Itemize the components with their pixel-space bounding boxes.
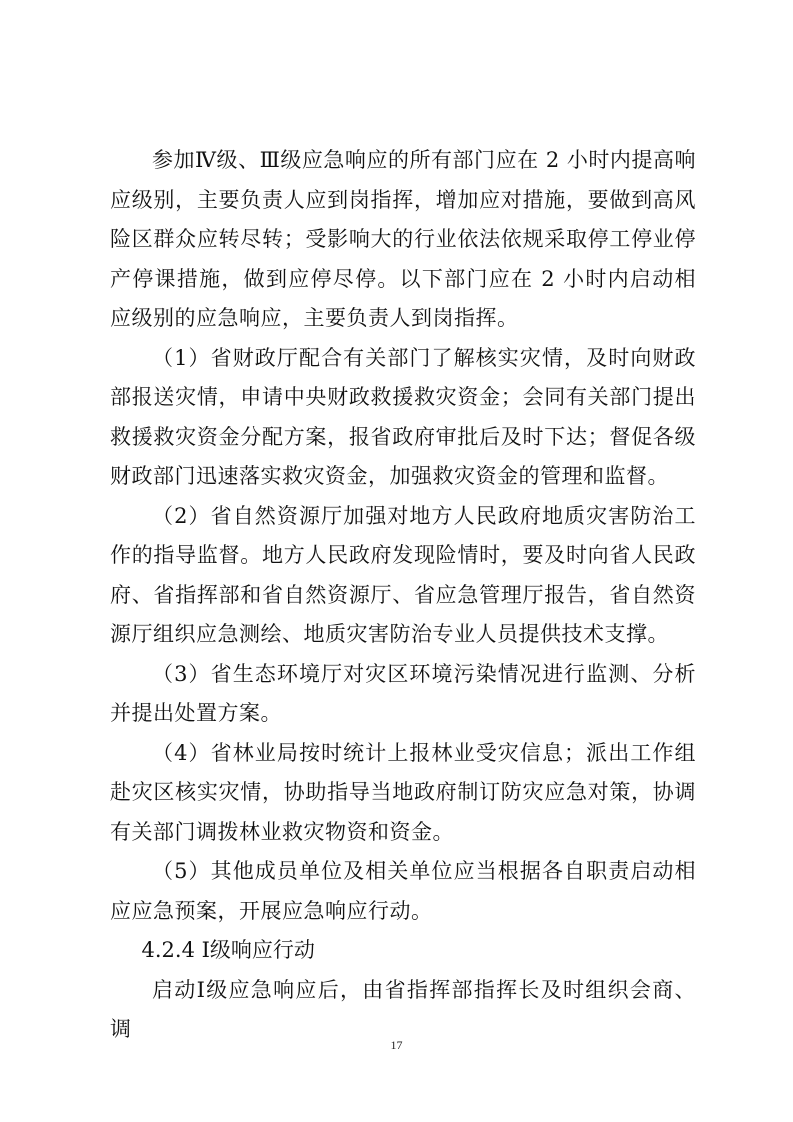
paragraph-finance-dept: （1）省财政厅配合有关部门了解核实灾情，及时向财政部报送灾情，申请中央财政救援救灾资金；会同有关部门提出救援救灾资金分配方案，报省政府审批后及时下达；督促各级财政部门迅速落实救灾资金，加强救灾资金的管理和监督。	[110, 345, 696, 488]
paragraph-forestry-bureau: （4）省林业局按时统计上报林业受灾信息；派出工作组赴灾区核实灾情，协助指导当地政府制订防灾应急对策，协调有关部门调拨林业救灾物资和资金。	[110, 740, 696, 844]
paragraph-natural-resources-dept: （2）省自然资源厅加强对地方人民政府地质灾害防治工作的指导监督。地方人民政府发现险情时，要及时向省人民政府、省指挥部和省自然资源厅、省应急管理厅报告，省自然资源厅组织应急测绘、地质灾害防治专业人员提供技术支撑。	[110, 503, 696, 646]
page-number: 17	[390, 1038, 403, 1052]
paragraph-response-escalation: 参加Ⅳ级、Ⅲ级应急响应的所有部门应在 2 小时内提高响应级别，主要负责人应到岗指挥，增加应对措施，要做到高风险区群众应转尽转；受影响大的行业依法依规采取停工停业停产停课措施，做到应停尽停。以下部门应在 2 小时内启动相应级别的应急响应，主要负责人到岗指挥。	[110, 148, 696, 330]
paragraph-other-units: （5）其他成员单位及相关单位应当根据各自职责启动相应应急预案，开展应急响应行动。	[110, 859, 696, 923]
paragraph-ecology-environment-dept: （3）省生态环境厅对灾区环境污染情况进行监测、分析并提出处置方案。	[110, 661, 696, 725]
document-body	[110, 141, 696, 1050]
paragraph-level-one-response: 启动Ⅰ级应急响应后，由省指挥部指挥长及时组织会商、调	[110, 977, 696, 1041]
section-heading: 4.2.4 Ⅰ级响应行动	[141, 938, 315, 962]
